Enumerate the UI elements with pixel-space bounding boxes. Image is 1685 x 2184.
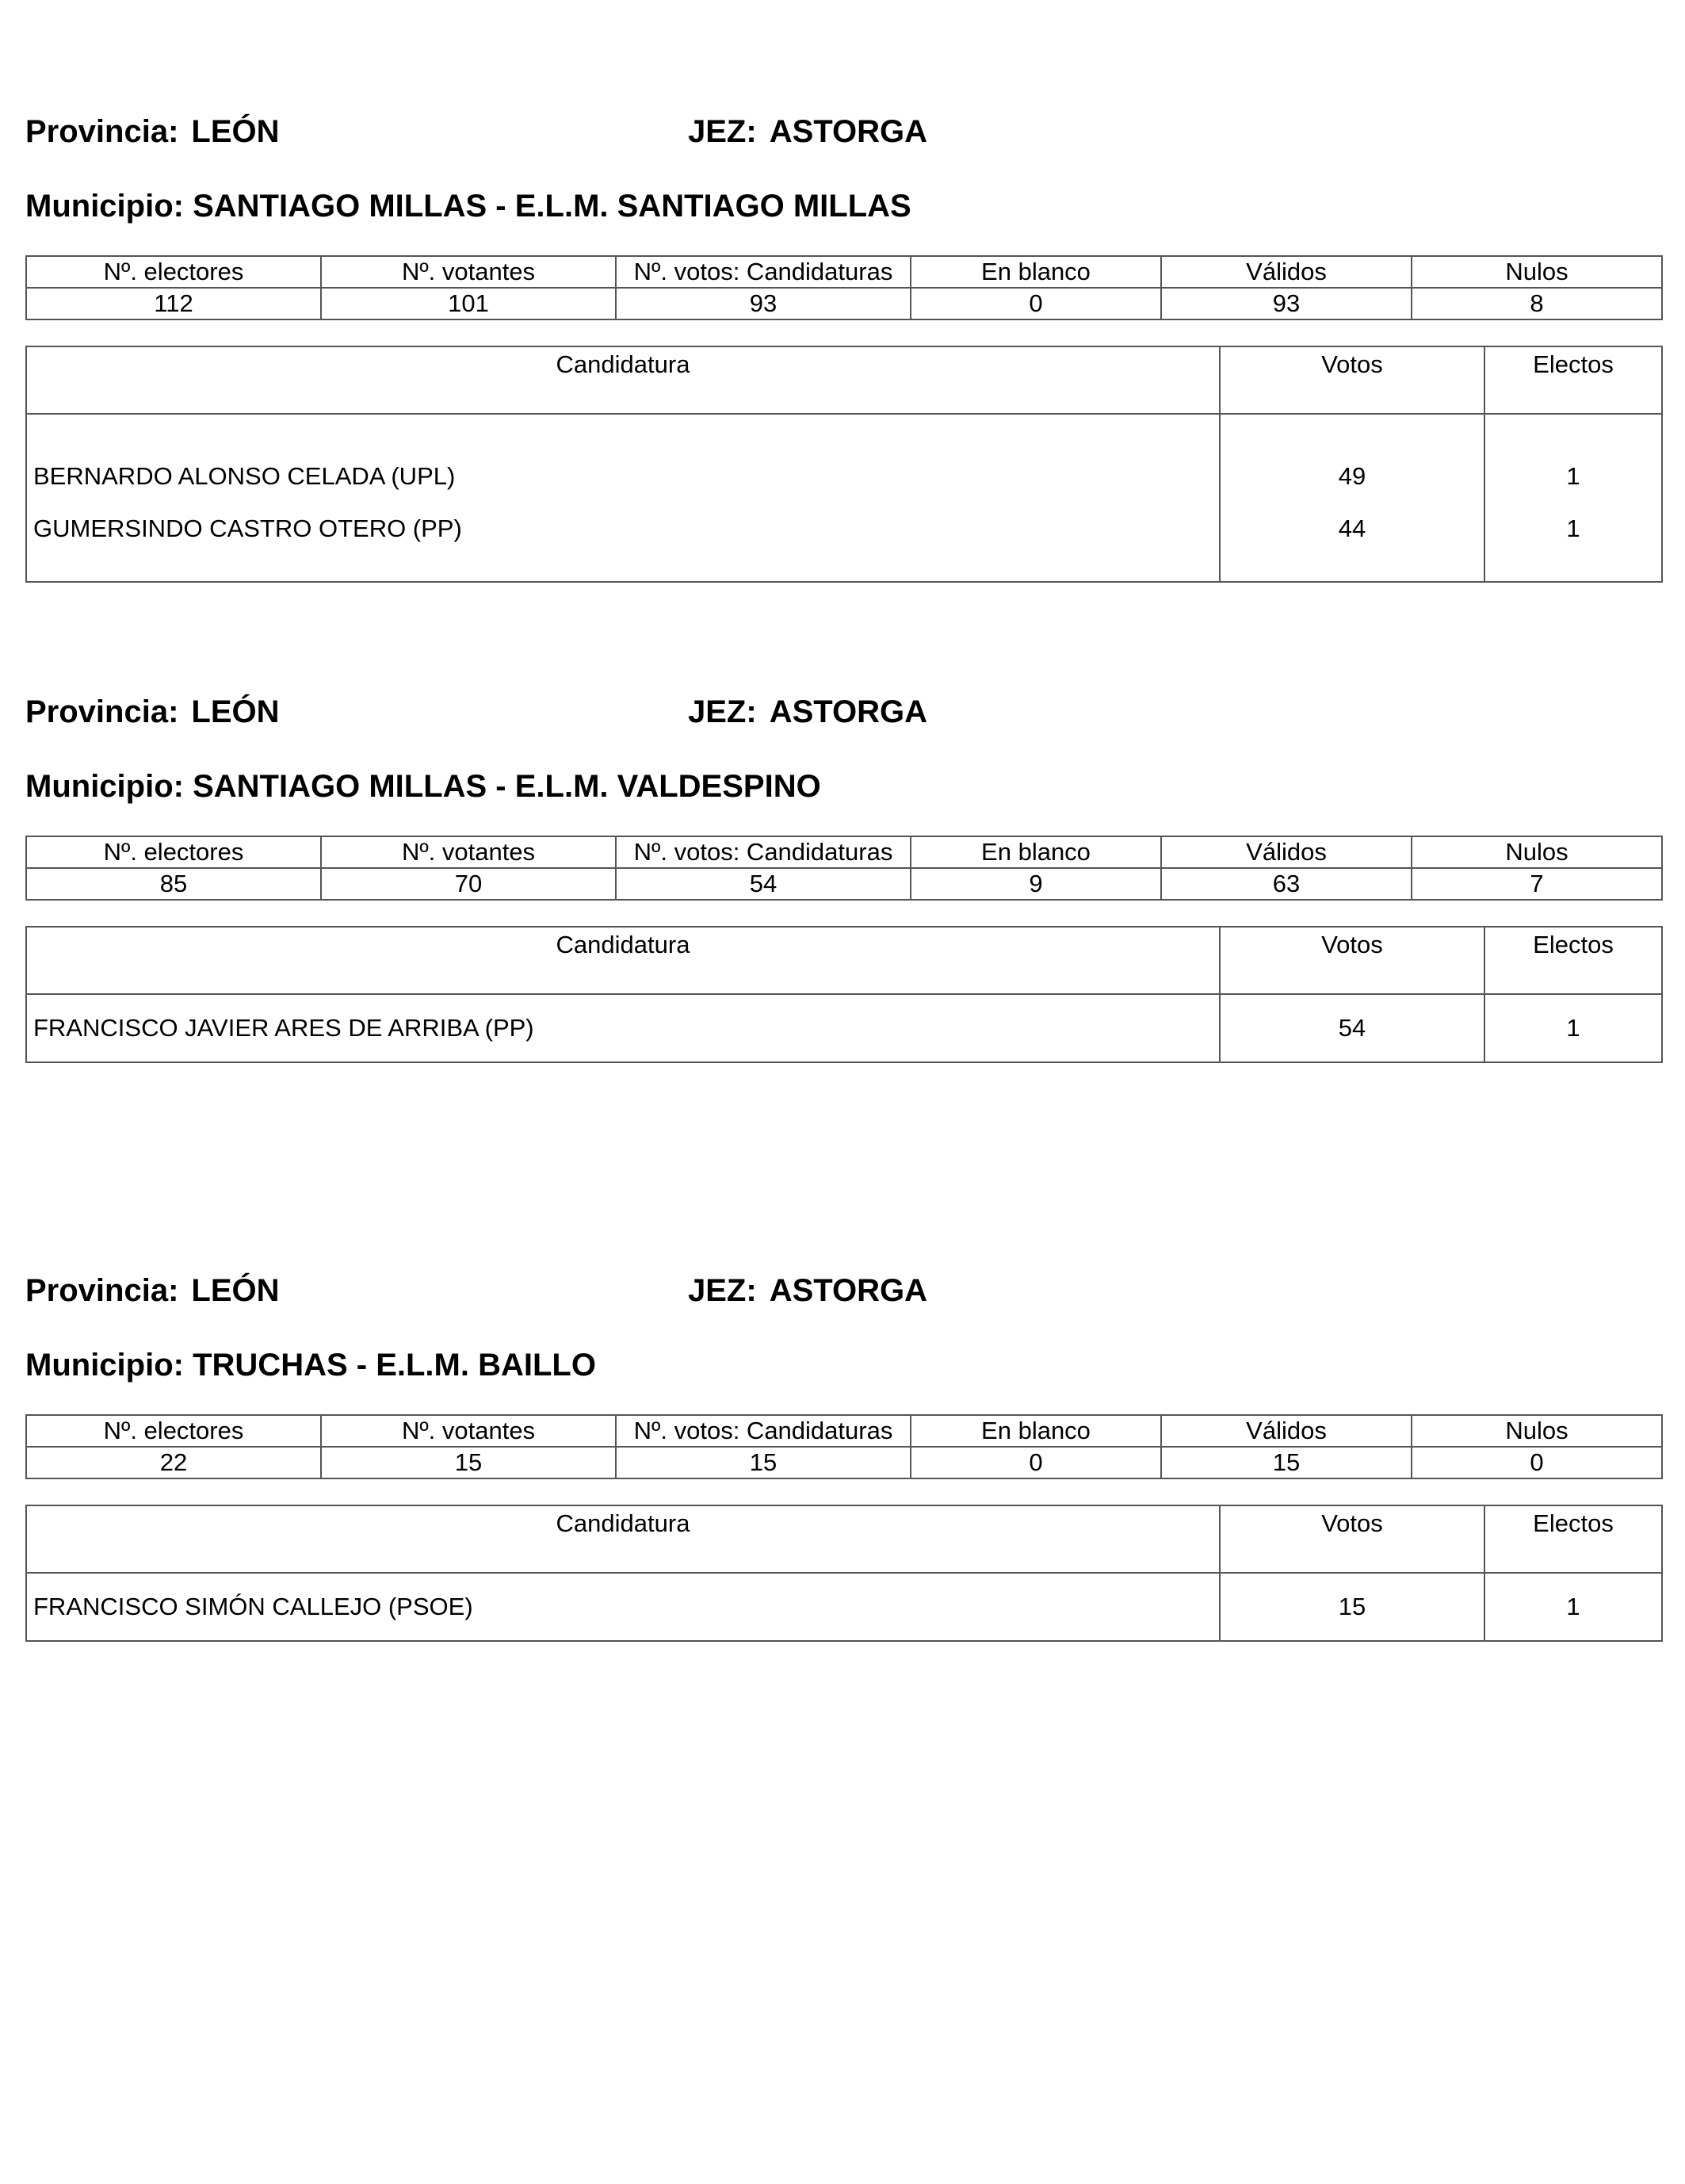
stats-value-row bbox=[26, 1447, 1662, 1478]
candidate-votos: 44 bbox=[1220, 497, 1484, 582]
province-value: LEÓN bbox=[191, 1273, 280, 1308]
stats-header-en-blanco: En blanco bbox=[911, 1415, 1161, 1447]
stats-table bbox=[25, 836, 1663, 901]
province-label: Provincia: bbox=[25, 1273, 179, 1308]
jez-label: JEZ: bbox=[688, 694, 757, 729]
stats-header-row bbox=[26, 1415, 1662, 1447]
province-line bbox=[25, 694, 1661, 742]
candidates-table bbox=[25, 926, 1663, 1063]
candidate-electos: 1 bbox=[1484, 994, 1662, 1062]
stats-value-electores: 85 bbox=[26, 868, 321, 900]
candidate-name: FRANCISCO JAVIER ARES DE ARRIBA (PP) bbox=[26, 994, 1220, 1062]
stats-header-validos: Válidos bbox=[1161, 836, 1412, 868]
candidatura-header: Candidatura bbox=[26, 927, 1220, 994]
stats-header-en-blanco: En blanco bbox=[911, 256, 1161, 288]
stats-header-votantes: Nº. votantes bbox=[321, 836, 616, 868]
stats-value-row bbox=[26, 868, 1662, 900]
candidate-votos: 49 bbox=[1220, 414, 1484, 497]
stats-value-validos: 15 bbox=[1161, 1447, 1412, 1478]
jez-value: ASTORGA bbox=[769, 1273, 927, 1308]
candidates-table bbox=[25, 1505, 1663, 1642]
electos-header: Electos bbox=[1484, 346, 1662, 414]
candidate-electos: 1 bbox=[1484, 414, 1662, 497]
candidate-electos: 1 bbox=[1484, 497, 1662, 582]
province-line bbox=[25, 114, 1661, 162]
stats-value-validos: 93 bbox=[1161, 288, 1412, 319]
stats-value-electores: 112 bbox=[26, 288, 321, 319]
stats-header-nulos: Nulos bbox=[1412, 1415, 1662, 1447]
stats-header-votantes: Nº. votantes bbox=[321, 256, 616, 288]
province-value: LEÓN bbox=[191, 114, 280, 149]
stats-value-en-blanco: 0 bbox=[911, 288, 1161, 319]
stats-header-nulos: Nulos bbox=[1412, 836, 1662, 868]
candidates-header-row bbox=[26, 1505, 1662, 1573]
jez-label: JEZ: bbox=[688, 114, 757, 149]
province-label: Provincia: bbox=[25, 114, 179, 149]
municipality-label: Municipio: bbox=[25, 189, 184, 224]
stats-header-validos: Válidos bbox=[1161, 1415, 1412, 1447]
stats-value-validos: 63 bbox=[1161, 868, 1412, 900]
stats-value-votantes: 15 bbox=[321, 1447, 616, 1478]
stats-header-votantes: Nº. votantes bbox=[321, 1415, 616, 1447]
stats-header-row bbox=[26, 836, 1662, 868]
jez-value: ASTORGA bbox=[769, 694, 927, 729]
electos-header: Electos bbox=[1484, 927, 1662, 994]
municipality-line bbox=[25, 769, 821, 805]
candidate-name: FRANCISCO SIMÓN CALLEJO (PSOE) bbox=[26, 1573, 1220, 1641]
votos-header: Votos bbox=[1220, 927, 1484, 994]
stats-value-nulos: 0 bbox=[1412, 1447, 1662, 1478]
candidate-name: GUMERSINDO CASTRO OTERO (PP) bbox=[26, 497, 1220, 582]
stats-value-votantes: 70 bbox=[321, 868, 616, 900]
candidate-electos: 1 bbox=[1484, 1573, 1662, 1641]
candidates-table bbox=[25, 346, 1663, 583]
jez-value: ASTORGA bbox=[769, 114, 927, 149]
stats-header-votos-candidaturas: Nº. votos: Candidaturas bbox=[616, 256, 911, 288]
jez-field bbox=[688, 114, 927, 150]
candidate-row bbox=[26, 1573, 1662, 1641]
stats-value-en-blanco: 0 bbox=[911, 1447, 1161, 1478]
stats-header-votos-candidaturas: Nº. votos: Candidaturas bbox=[616, 836, 911, 868]
stats-table bbox=[25, 1414, 1663, 1479]
stats-header-electores: Nº. electores bbox=[26, 836, 321, 868]
candidatura-header: Candidatura bbox=[26, 1505, 1220, 1573]
province-field bbox=[25, 114, 280, 150]
candidate-votos: 54 bbox=[1220, 994, 1484, 1062]
stats-header-electores: Nº. electores bbox=[26, 1415, 321, 1447]
stats-value-row bbox=[26, 288, 1662, 319]
candidate-row bbox=[26, 497, 1662, 582]
municipality-value: TRUCHAS - E.L.M. BAILLO bbox=[193, 1348, 596, 1383]
stats-header-en-blanco: En blanco bbox=[911, 836, 1161, 868]
stats-header-row bbox=[26, 256, 1662, 288]
stats-header-electores: Nº. electores bbox=[26, 256, 321, 288]
stats-header-votos-candidaturas: Nº. votos: Candidaturas bbox=[616, 1415, 911, 1447]
municipality-line bbox=[25, 1348, 596, 1383]
municipality-label: Municipio: bbox=[25, 1348, 184, 1383]
stats-header-nulos: Nulos bbox=[1412, 256, 1662, 288]
jez-field bbox=[688, 1273, 927, 1309]
province-field bbox=[25, 694, 280, 730]
stats-value-nulos: 8 bbox=[1412, 288, 1662, 319]
candidate-votos: 15 bbox=[1220, 1573, 1484, 1641]
municipality-label: Municipio: bbox=[25, 769, 184, 804]
votos-header: Votos bbox=[1220, 346, 1484, 414]
municipality-value: SANTIAGO MILLAS - E.L.M. SANTIAGO MILLAS bbox=[193, 189, 911, 224]
stats-value-votos-candidaturas: 15 bbox=[616, 1447, 911, 1478]
candidates-header-row bbox=[26, 346, 1662, 414]
candidates-header-row bbox=[26, 927, 1662, 994]
candidatura-header: Candidatura bbox=[26, 346, 1220, 414]
stats-table bbox=[25, 255, 1663, 320]
province-line bbox=[25, 1273, 1661, 1321]
province-label: Provincia: bbox=[25, 694, 179, 729]
jez-field bbox=[688, 694, 927, 730]
candidate-row bbox=[26, 414, 1662, 497]
province-value: LEÓN bbox=[191, 694, 280, 729]
stats-value-nulos: 7 bbox=[1412, 868, 1662, 900]
candidate-row bbox=[26, 994, 1662, 1062]
votos-header: Votos bbox=[1220, 1505, 1484, 1573]
jez-label: JEZ: bbox=[688, 1273, 757, 1308]
candidate-name: BERNARDO ALONSO CELADA (UPL) bbox=[26, 414, 1220, 497]
municipality-value: SANTIAGO MILLAS - E.L.M. VALDESPINO bbox=[193, 769, 821, 804]
electos-header: Electos bbox=[1484, 1505, 1662, 1573]
stats-value-votos-candidaturas: 54 bbox=[616, 868, 911, 900]
stats-header-validos: Válidos bbox=[1161, 256, 1412, 288]
stats-value-en-blanco: 9 bbox=[911, 868, 1161, 900]
municipality-line bbox=[25, 189, 911, 224]
stats-value-votantes: 101 bbox=[321, 288, 616, 319]
stats-value-electores: 22 bbox=[26, 1447, 321, 1478]
stats-value-votos-candidaturas: 93 bbox=[616, 288, 911, 319]
province-field bbox=[25, 1273, 280, 1309]
